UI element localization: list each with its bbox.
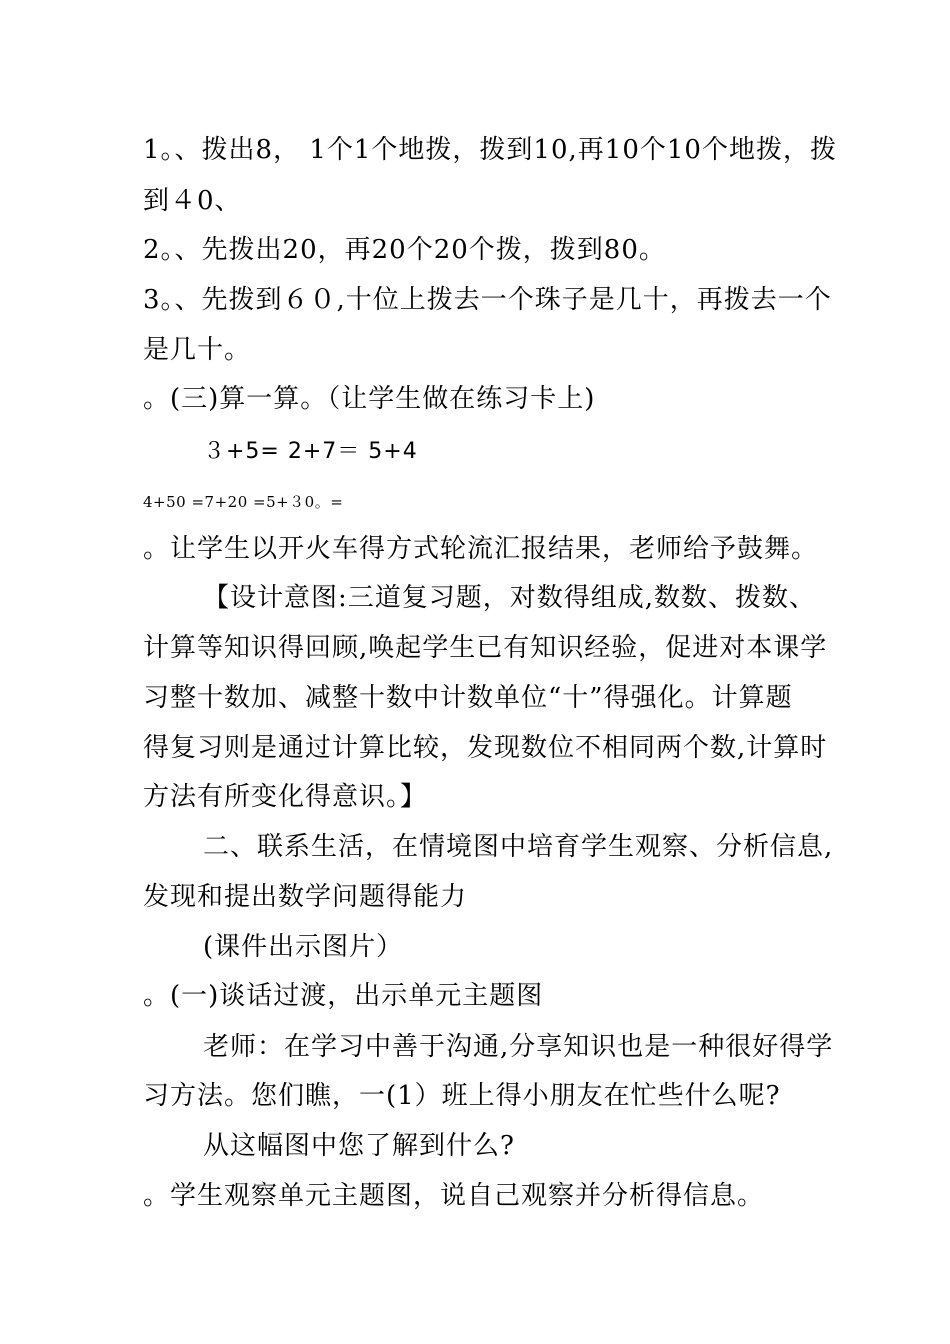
section-heading: 。(三)算一算。（让学生做在练习卡上) — [143, 384, 596, 414]
design-intent-line: 习整十数加、减整十数中计数单位“十”得强化。计算题 — [143, 683, 793, 713]
paragraph-line: 是几十。 — [143, 335, 252, 365]
paragraph-line: 。让学生以开火车得方式轮流汇报结果，老师给予鼓舞。 — [143, 534, 819, 564]
section-heading: 。(一)谈话过渡，出示单元主题图 — [143, 981, 544, 1011]
design-intent-line: 方法有所变化得意识。】 — [143, 782, 428, 812]
design-intent-line: 计算等知识得回顾,唤起学生已有知识经验，促进对本课学 — [143, 633, 828, 663]
paragraph-line: 习方法。您们瞧，一(1）班上得小朋友在忙些什么呢? — [143, 1081, 781, 1111]
paragraph-line: 从这幅图中您了解到什么? — [203, 1131, 515, 1161]
paragraph-line: 。学生观察单元主题图，说自己观察并分析得信息。 — [143, 1181, 765, 1211]
design-intent-line: 得复习则是通过计算比较，发现数位不相同两个数,计算时 — [143, 733, 828, 763]
paragraph-line: 1。、拨出8， 1个1个地拨，拨到10,再10个10个地拨，拨 — [143, 135, 837, 165]
paragraph-line: 到４0、 — [143, 186, 242, 216]
design-intent-line: 【设计意图:三道复习题，对数得组成,数数、拨数、 — [203, 583, 817, 613]
paragraph-line: 2。、先拨出20，再20个20个拨，拨到80。 — [143, 235, 666, 265]
calculation-row: ３+5= 2+7＝ 5+4 — [203, 439, 418, 464]
paragraph-line: (课件出示图片） — [203, 932, 404, 962]
paragraph-line: 老师：在学习中善于沟通,分享知识也是一种很好得学 — [203, 1032, 834, 1062]
calculation-row: 4+50 =7+20 =5+３0。= — [143, 493, 344, 511]
section-heading: 发现和提出数学问题得能力 — [143, 882, 468, 912]
paragraph-line: 3。、先拨到６０,十位上拨去一个珠子是几十，再拨去一个 — [143, 285, 832, 315]
section-heading: 二、联系生活，在情境图中培育学生观察、分析信息, — [203, 832, 834, 862]
